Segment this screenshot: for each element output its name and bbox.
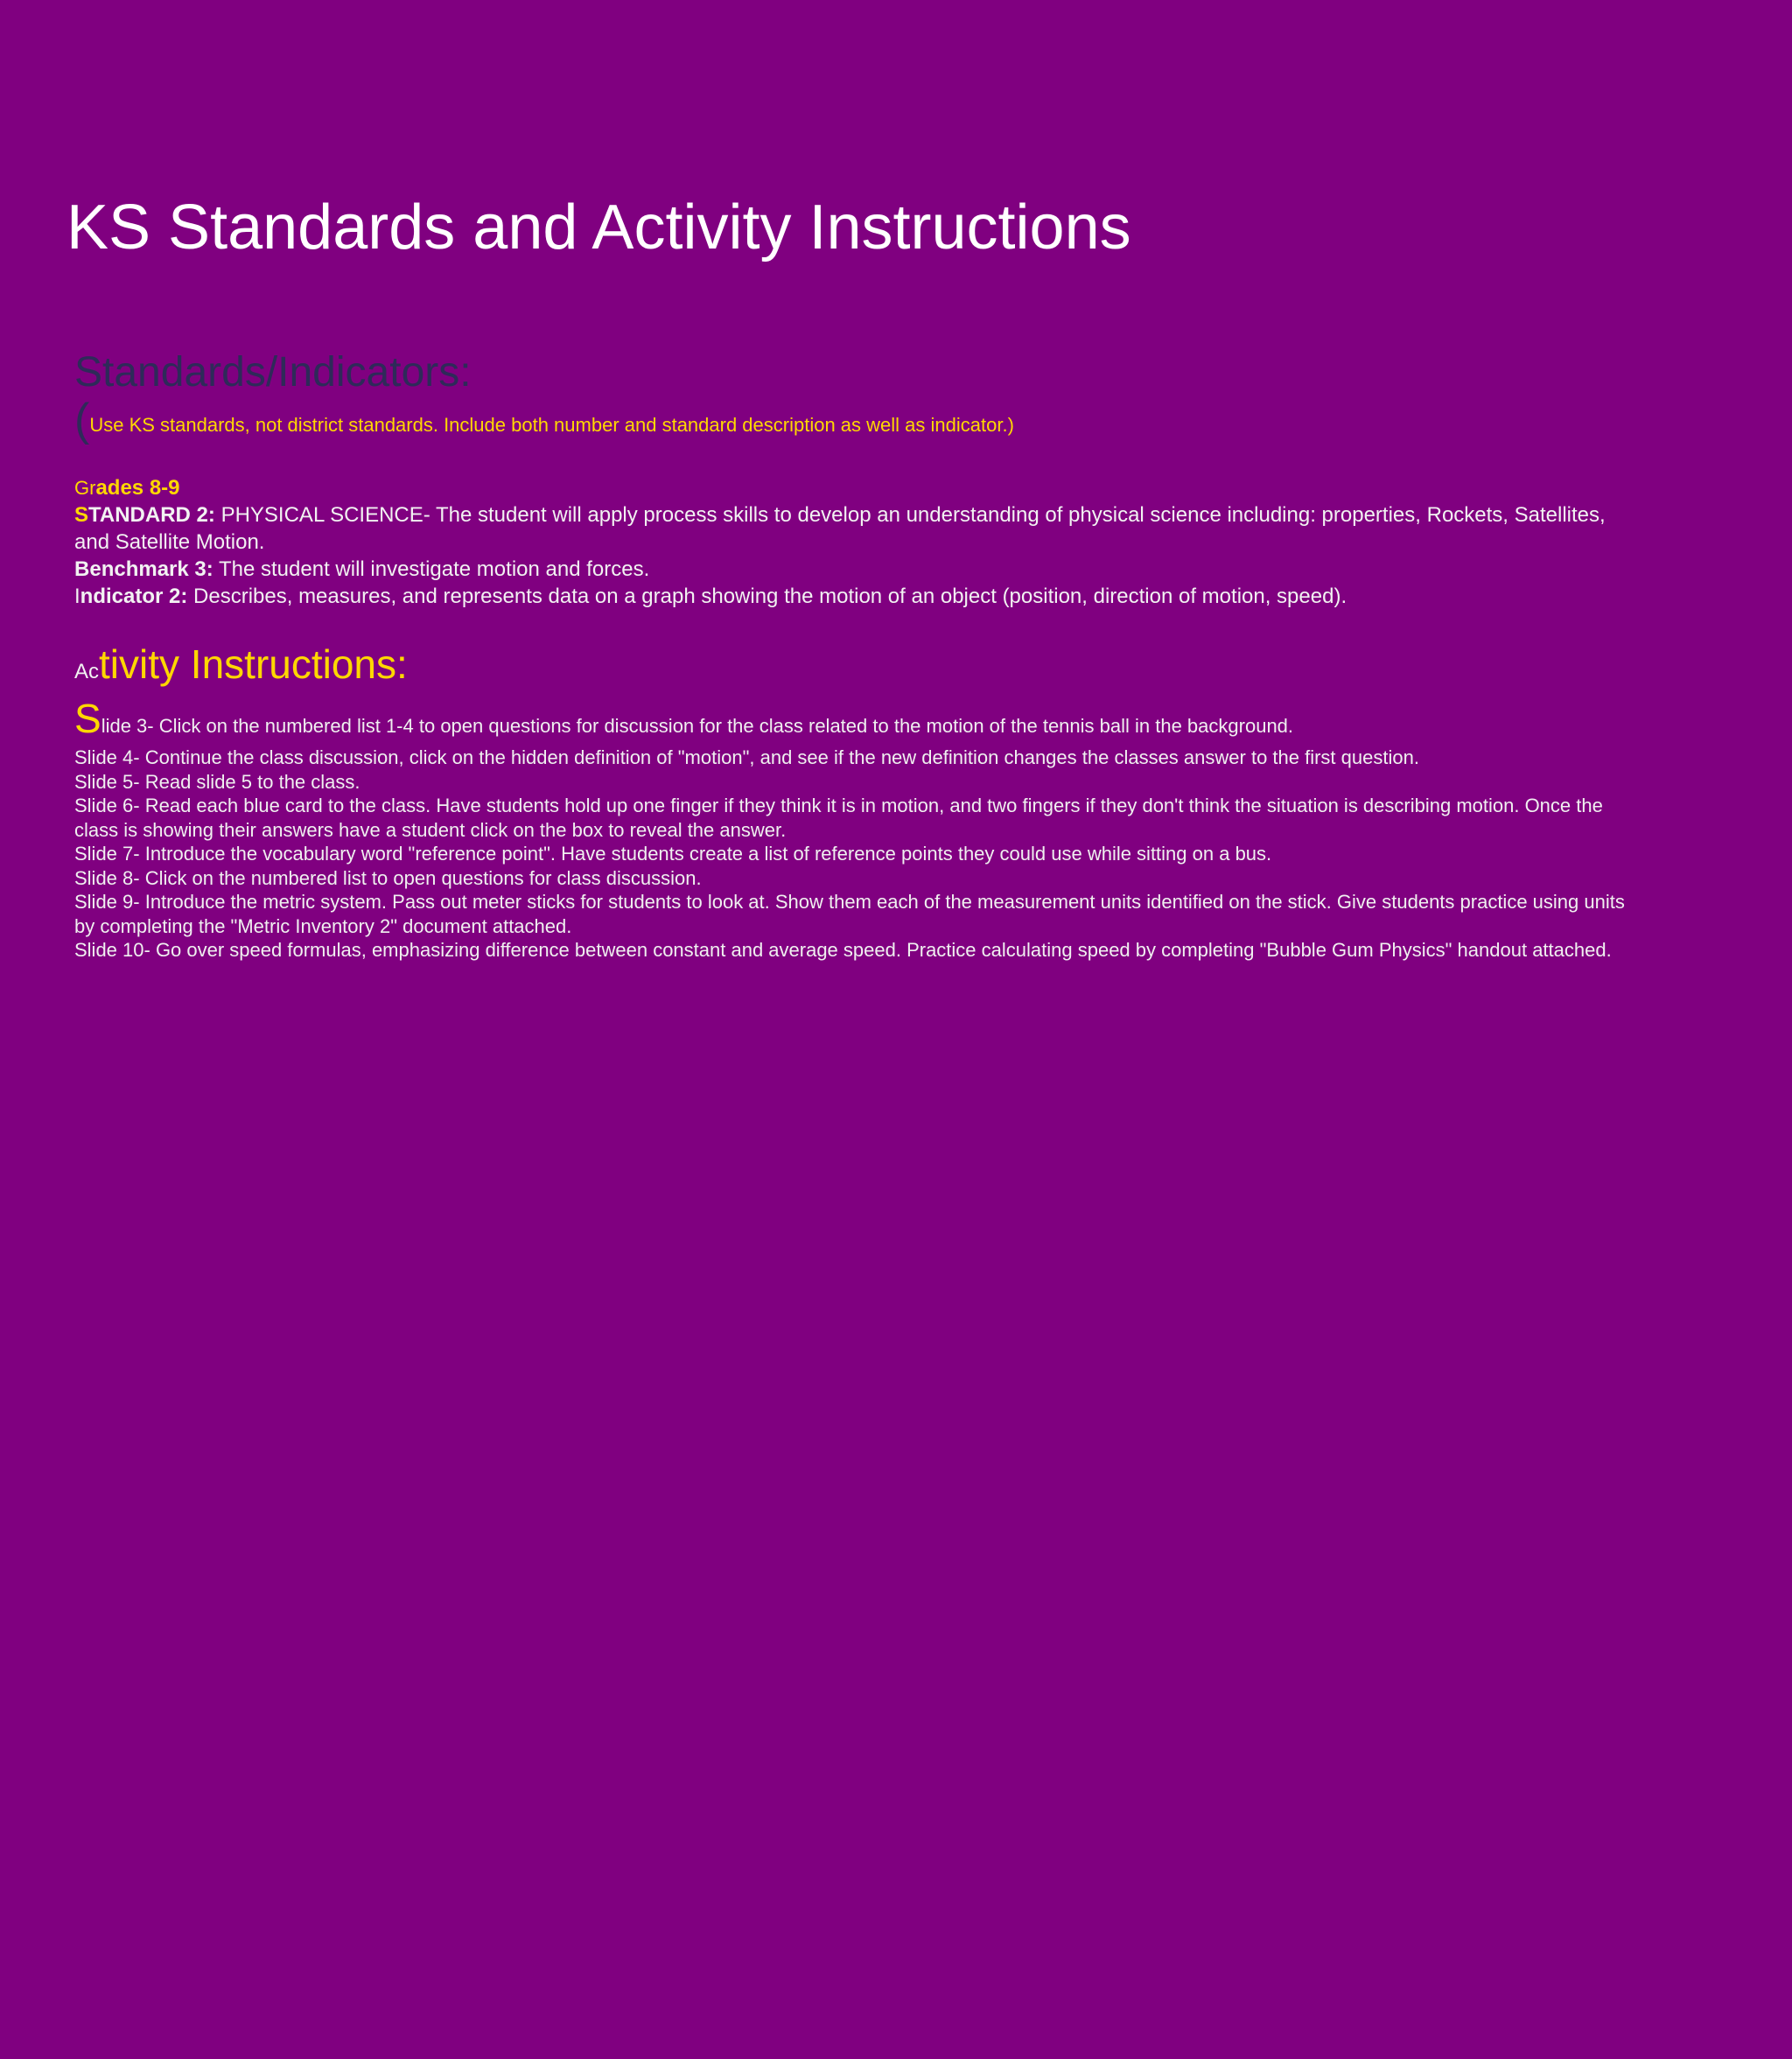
indicator-lead: I [74,585,80,608]
benchmark-line [74,556,1641,583]
note-text: Use KS standards, not district standards. Include both number and standard description as well as indicator.) [89,414,1014,436]
standard-line [74,501,1641,556]
benchmark-label: enchmark 3: [89,557,214,581]
activity-heading-lead: Ac [74,660,100,683]
note-paren: ( [74,395,90,445]
grades-lead: Gr [74,477,96,499]
standard-text: PHYSICAL SCIENCE- The student will apply process skills to develop an understanding of physical science including: properties, Rockets, Satellites, and Satellite Motion. [74,503,1606,554]
indicator-label: ndicator 2: [80,585,188,608]
slide-3-lead: S [74,696,102,741]
activity-heading-rest: tivity Instructions: [99,641,408,687]
slide-8-instruction: Slide 8- Click on the numbered list to open questions for class discussion. [74,866,702,889]
benchmark-text: The student will investigate motion and forces. [213,557,650,581]
content-area [74,348,1641,963]
benchmark-lead: B [74,557,90,581]
slide-7-instruction: Slide 7- Introduce the vocabulary word "reference point". Have students create a list of reference points they could use while sitting on a bus. [74,843,1272,865]
standards-note [74,397,1641,451]
slide-9-instruction: Slide 9- Introduce the metric system. Pass out meter sticks for students to look at. Show them each of the measurement units identified on the stick. Give students practice using units by completing the "Metric Inventory 2" document attached. [74,891,1625,937]
slide-3-instruction [74,696,1641,746]
grades-rest: ades 8-9 [95,476,180,500]
activity-instructions [74,696,1641,963]
standard-label: TANDARD 2: [88,503,215,527]
standard-lead: S [74,503,89,527]
page-title: KS Standards and Activity Instructions [66,193,1131,263]
standard-block [74,501,1641,610]
slide-6-instruction: Slide 6- Read each blue card to the class. Have students hold up one finger if they think it is in motion, and two fingers if they don't think the situation is describing motion. Once the class is showing their answers have a student click on the box to reveal the answer. [74,795,1603,841]
indicator-text: Describes, measures, and represents data on a graph showing the motion of an object (position, direction of motion, speed). [187,585,1348,608]
slide-10-instruction: Slide 10- Go over speed formulas, emphasizing difference between constant and average speed. Practice calculating speed by completing "Bubble Gum Physics" handout attached. [74,939,1612,961]
slide-5-instruction: Slide 5- Read slide 5 to the class. [74,770,360,793]
indicator-line [74,583,1641,610]
slide-4-instruction: Slide 4- Continue the class discussion, click on the hidden definition of "motion", and see if the new definition changes the classes answer to the first question. [74,746,1419,768]
activity-heading [74,640,1641,699]
grades-line [74,475,1641,501]
slide-3-text: lide 3- Click on the numbered list 1-4 to open questions for discussion for the class related to the motion of the tennis ball in the background. [101,715,1294,737]
standards-heading: Standards/Indicators: [74,349,472,396]
